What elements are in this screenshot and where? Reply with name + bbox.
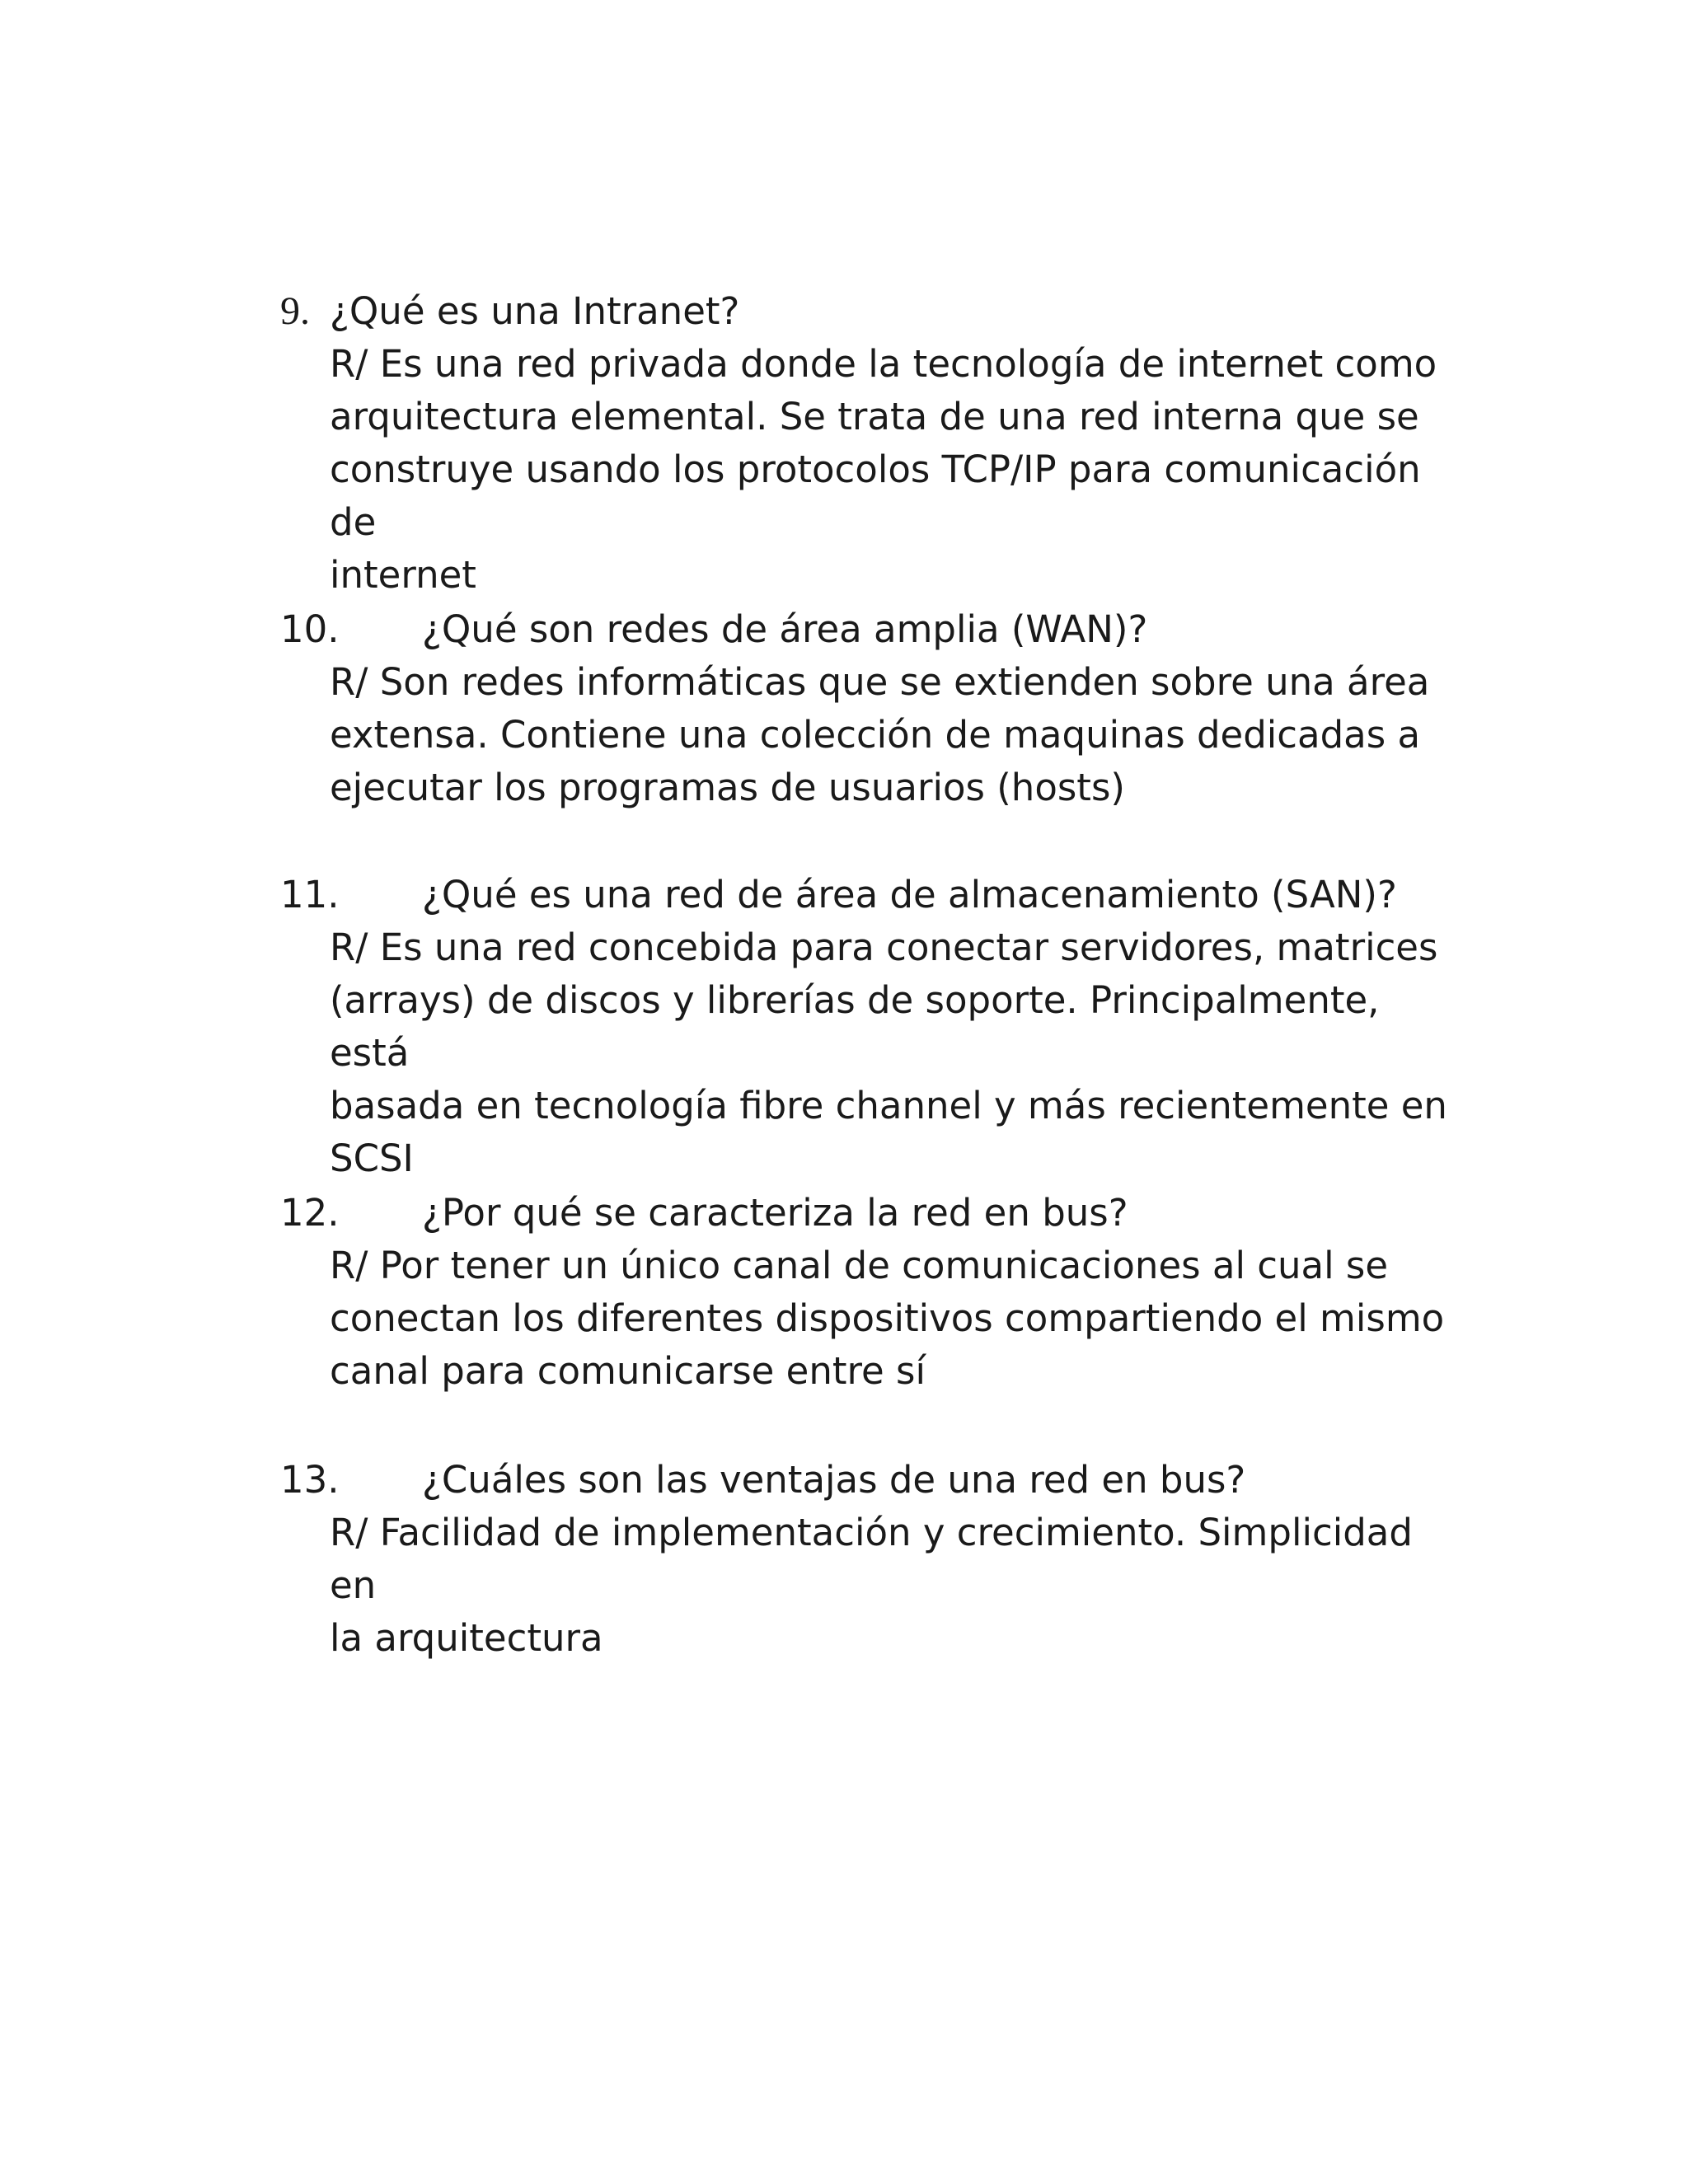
question-text: ¿Por qué se caracteriza la red en bus? — [422, 1191, 1128, 1235]
question-line — [280, 1454, 1467, 1507]
question-item-11 — [280, 869, 1467, 1185]
question-text: ¿Qué es una red de área de almacenamiento (SAN)? — [422, 873, 1397, 916]
answer-text: R/ Son redes informáticas que se extienden sobre una área extensa. Contiene una colección de maquinas dedicadas a ejecutar los programas de usuarios (hosts) — [330, 660, 1430, 809]
question-item-12 — [280, 1187, 1467, 1398]
answer-text: R/ Es una red privada donde la tecnología de internet como arquitectura elemental. Se trata de una red interna que se construye usando los protocolos TCP/IP para comunicación de internet — [330, 342, 1437, 597]
question-line — [280, 603, 1467, 656]
answer-text: R/ Facilidad de implementación y crecimiento. Simplicidad en la arquitectura — [330, 1511, 1413, 1660]
question-number: 13. — [280, 1458, 340, 1502]
question-number: 12. — [280, 1191, 340, 1235]
answer-text: R/ Es una red concebida para conectar servidores, matrices (arrays) de discos y librerías de soporte. Principalmente, está basada en tecnología fibre channel y más recientemente en SCSI — [330, 926, 1447, 1180]
question-item-10 — [280, 603, 1467, 814]
question-text: ¿Qué son redes de área amplia (WAN)? — [422, 607, 1148, 651]
question-text: ¿Qué es una Intranet? — [330, 289, 740, 333]
answer-text: R/ Por tener un único canal de comunicaciones al cual se conectan los diferentes dispositivos compartiendo el mismo canal para comunicarse entre sí — [330, 1244, 1445, 1393]
question-number: 9. — [280, 289, 310, 333]
question-number: 10. — [280, 607, 340, 651]
question-line — [280, 285, 1467, 338]
question-text: ¿Cuáles son las ventajas de una red en bus? — [422, 1458, 1246, 1502]
question-item-13 — [280, 1454, 1467, 1665]
question-number: 11. — [280, 873, 340, 916]
question-item-9 — [280, 285, 1467, 602]
question-line — [280, 1187, 1467, 1240]
question-line — [280, 869, 1467, 921]
